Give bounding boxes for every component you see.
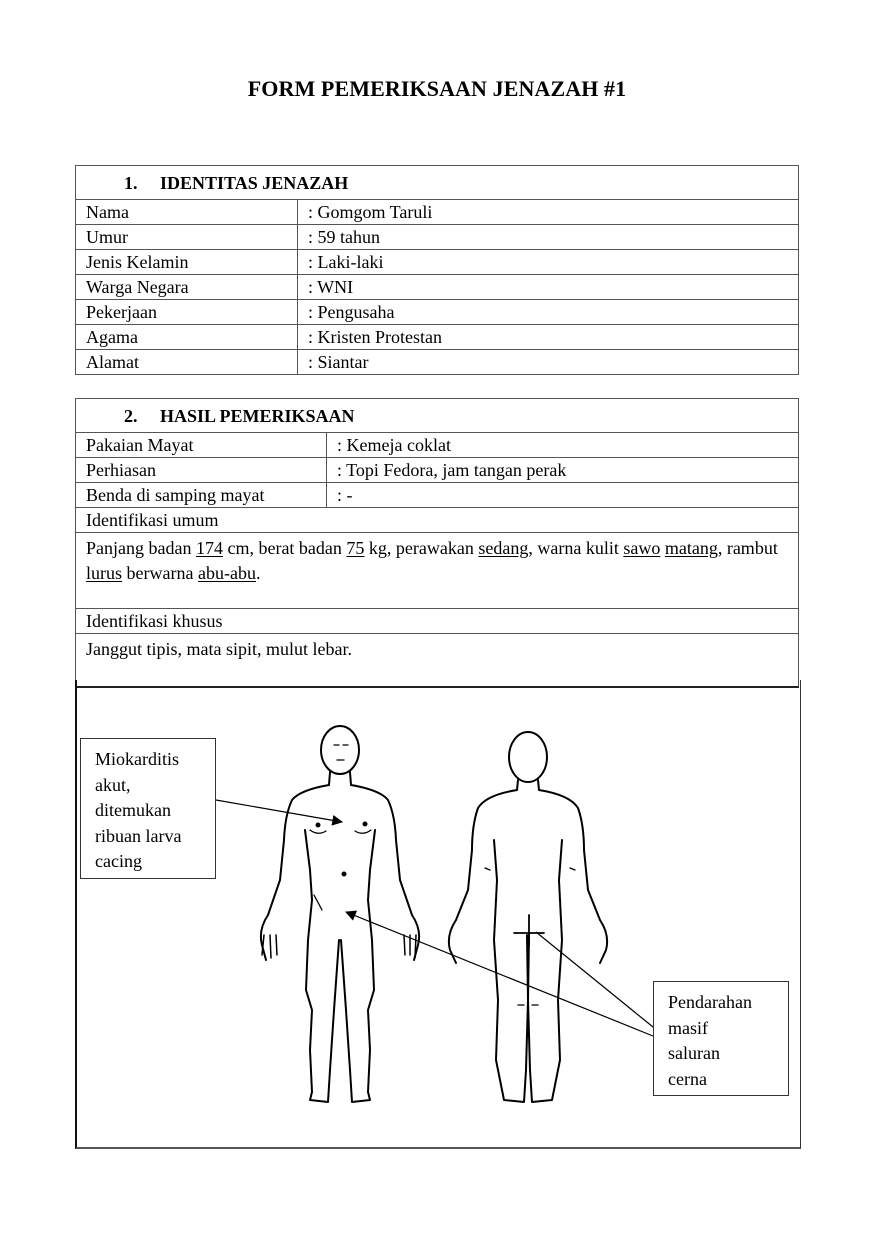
callout-myocarditis xyxy=(80,738,216,879)
row-value: : Kemeja coklat xyxy=(327,433,799,458)
row-value: : Pengusaha xyxy=(298,300,799,325)
callout-line: saluran xyxy=(668,1043,720,1063)
row-label: Umur xyxy=(76,225,298,250)
section-heading: HASIL PEMERIKSAAN xyxy=(160,405,355,426)
text-fragment: , warna kulit xyxy=(528,538,624,558)
section-number: 2. xyxy=(124,405,138,426)
text-fragment: kg, perawakan xyxy=(364,538,479,558)
build-value: sedang xyxy=(478,538,529,558)
special-identification-label: Identifikasi khusus xyxy=(76,609,799,634)
hair-color-value: abu-abu xyxy=(197,563,256,583)
row-value: : Kristen Protestan xyxy=(298,325,799,350)
text-fragment: Panjang badan xyxy=(86,538,196,558)
row-label: Benda di samping mayat xyxy=(76,483,327,508)
callout-line: masif xyxy=(668,1017,708,1038)
section-heading: IDENTITAS JENAZAH xyxy=(160,172,349,193)
callout-line: akut, xyxy=(95,774,131,795)
skin-value: sawo xyxy=(623,538,661,558)
row-value: : Gomgom Taruli xyxy=(298,200,799,225)
weight-value: 75 xyxy=(346,538,365,558)
row-label: Agama xyxy=(76,325,298,350)
row-value: : 59 tahun xyxy=(298,225,799,250)
page-title: FORM PEMERIKSAAN JENAZAH #1 xyxy=(247,76,627,101)
row-value: : Siantar xyxy=(298,350,799,375)
row-label: Nama xyxy=(76,200,298,225)
general-identification-label: Identifikasi umum xyxy=(76,508,799,533)
back-body-figure xyxy=(449,732,607,1102)
row-value: : WNI xyxy=(298,275,799,300)
skin-value: matang xyxy=(664,538,718,558)
row-label: Pakaian Mayat xyxy=(76,433,327,458)
row-value: : Topi Fedora, jam tangan perak xyxy=(327,458,799,483)
text-fragment: cm, berat badan xyxy=(222,538,347,558)
row-value: : - xyxy=(327,483,799,508)
row-label: Pekerjaan xyxy=(76,300,298,325)
callout-line: Pendarahan xyxy=(668,992,752,1012)
callout-gi-bleeding xyxy=(653,981,789,1096)
callout-line: Miokarditis xyxy=(95,749,179,769)
callout-line: ribuan larva xyxy=(95,825,182,846)
callout-line: ditemukan xyxy=(95,800,171,820)
text-fragment: berwarna xyxy=(122,563,198,583)
special-identification-text: Janggut tipis, mata sipit, mulut lebar. xyxy=(76,634,799,688)
hair-type-value: lurus xyxy=(86,563,122,583)
text-fragment: , rambut xyxy=(717,538,778,558)
row-label: Perhiasan xyxy=(76,458,327,483)
pointer-line-bleeding-front xyxy=(346,912,653,1036)
row-label: Warga Negara xyxy=(76,275,298,300)
height-value: 174 xyxy=(195,538,223,558)
text-fragment: . xyxy=(255,563,261,583)
callout-line: cacing xyxy=(95,851,142,871)
callout-line: cerna xyxy=(668,1068,707,1089)
row-label: Alamat xyxy=(76,350,298,375)
row-label: Jenis Kelamin xyxy=(76,250,298,275)
section-number: 1. xyxy=(124,172,138,193)
pointer-line-myocarditis xyxy=(216,800,342,822)
front-body-figure xyxy=(261,726,419,1102)
row-value: : Laki-laki xyxy=(298,250,799,275)
